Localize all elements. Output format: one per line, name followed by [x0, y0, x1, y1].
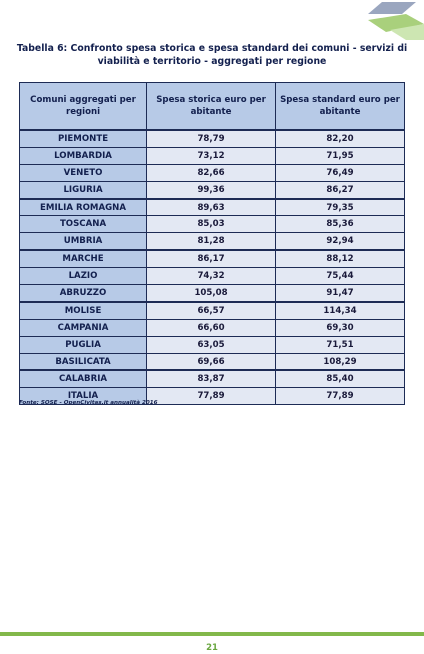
- source-note: Fonte: SOSE - OpenCivitas.it annualità 2016: [19, 400, 158, 406]
- table-row: [20, 370, 405, 387]
- historical-value: 86,17: [147, 250, 276, 267]
- table-header-row: [20, 83, 405, 131]
- standard-value: 91,47: [276, 285, 405, 302]
- historical-value: 74,32: [147, 268, 276, 285]
- standard-value: 108,29: [276, 353, 405, 370]
- table-row: [20, 199, 405, 216]
- standard-value: 88,12: [276, 250, 405, 267]
- region-name: MOLISE: [20, 302, 147, 319]
- historical-value: 69,66: [147, 353, 276, 370]
- header-standard-spending: Spesa standard euro per abitante: [276, 83, 405, 131]
- region-name: VENETO: [20, 164, 147, 181]
- historical-value: 77,89: [147, 388, 276, 405]
- standard-value: 76,49: [276, 164, 405, 181]
- standard-value: 71,51: [276, 336, 405, 353]
- standard-value: 85,40: [276, 370, 405, 387]
- historical-value: 66,60: [147, 319, 276, 336]
- page-number: 21: [206, 643, 218, 653]
- historical-value: 73,12: [147, 147, 276, 164]
- table-row: [20, 319, 405, 336]
- footer-divider: [0, 632, 424, 636]
- header-regions: Comuni aggregati per regioni: [20, 83, 147, 131]
- standard-value: 77,89: [276, 388, 405, 405]
- standard-value: 79,35: [276, 199, 405, 216]
- standard-value: 69,30: [276, 319, 405, 336]
- standard-value: 85,36: [276, 216, 405, 233]
- region-name: CAMPANIA: [20, 319, 147, 336]
- historical-value: 83,87: [147, 370, 276, 387]
- standard-value: 71,95: [276, 147, 405, 164]
- table-row: [20, 216, 405, 233]
- region-name: UMBRIA: [20, 233, 147, 250]
- historical-value: 81,28: [147, 233, 276, 250]
- region-name: TOSCANA: [20, 216, 147, 233]
- standard-value: 114,34: [276, 302, 405, 319]
- table-row: [20, 233, 405, 250]
- standard-value: 86,27: [276, 181, 405, 198]
- region-name: ITALIA: [20, 388, 147, 405]
- region-name: LOMBARDIA: [20, 147, 147, 164]
- historical-value: 82,66: [147, 164, 276, 181]
- standard-value: 75,44: [276, 268, 405, 285]
- table-row: [20, 130, 405, 147]
- historical-value: 89,63: [147, 199, 276, 216]
- historical-value: 99,36: [147, 181, 276, 198]
- region-name: PUGLIA: [20, 336, 147, 353]
- historical-value: 85,03: [147, 216, 276, 233]
- region-name: EMILIA ROMAGNA: [20, 199, 147, 216]
- table-row: [20, 250, 405, 267]
- region-name: LIGURIA: [20, 181, 147, 198]
- historical-value: 66,57: [147, 302, 276, 319]
- logo-decoration: [360, 0, 424, 42]
- table-row: [20, 268, 405, 285]
- region-name: ABRUZZO: [20, 285, 147, 302]
- region-name: PIEMONTE: [20, 130, 147, 147]
- table-row: [20, 164, 405, 181]
- table-row: [20, 285, 405, 302]
- region-name: CALABRIA: [20, 370, 147, 387]
- table-row: [20, 336, 405, 353]
- historical-value: 105,08: [147, 285, 276, 302]
- standard-value: 82,20: [276, 130, 405, 147]
- historical-value: 78,79: [147, 130, 276, 147]
- table-row: [20, 147, 405, 164]
- region-name: LAZIO: [20, 268, 147, 285]
- table-row: [20, 181, 405, 198]
- historical-value: 63,05: [147, 336, 276, 353]
- table-row: [20, 302, 405, 319]
- header-historical-spending: Spesa storica euro per abitante: [147, 83, 276, 131]
- region-name: MARCHE: [20, 250, 147, 267]
- table-row: [20, 353, 405, 370]
- standard-value: 92,94: [276, 233, 405, 250]
- region-name: BASILICATA: [20, 353, 147, 370]
- data-table: [19, 82, 405, 405]
- table-title: Tabella 6: Confronto spesa storica e spesa standard dei comuni - servizi di viabilità e territorio - aggregati per regione: [16, 43, 408, 67]
